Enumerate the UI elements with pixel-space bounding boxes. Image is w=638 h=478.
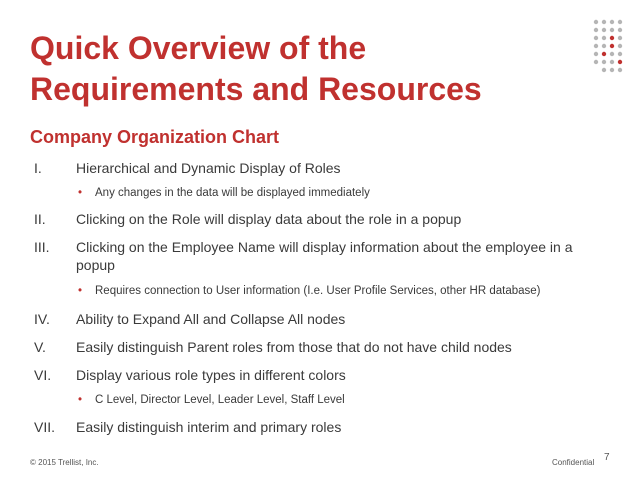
item-text: Ability to Expand All and Collapse All nodes [76, 311, 346, 327]
page-number: 7 [604, 452, 610, 463]
item-text: Easily distinguish interim and primary roles [76, 419, 342, 435]
bullet-icon: • [78, 187, 83, 199]
item-number: IV. [34, 311, 50, 327]
bullet-icon: • [78, 285, 83, 297]
item-number: VII. [34, 419, 56, 435]
slide-title [30, 28, 590, 110]
item-text: Display various role types in different colors [76, 367, 346, 383]
slide-subtitle: Company Organization Chart [30, 127, 280, 147]
footer-copyright: © 2015 Trellist, Inc. [30, 458, 99, 467]
item-text: Clicking on the Role will display data about the role in a popup [76, 211, 462, 227]
bullet-text: Any changes in the data will be displayed immediately [95, 187, 370, 199]
item-number: VI. [34, 367, 52, 383]
bullet-icon: • [78, 394, 83, 406]
item-number: I. [34, 160, 42, 176]
footer-confidential: Confidential [552, 458, 595, 467]
dot-grid-icon [593, 19, 623, 73]
bullet-text: C Level, Director Level, Leader Level, Staff Level [95, 394, 345, 406]
item-text-line-1: Clicking on the Employee Name will display information about the employee in a [76, 239, 573, 255]
item-text-line-2: popup [76, 257, 115, 273]
item-number: II. [34, 211, 46, 227]
item-text: Easily distinguish Parent roles from those that do not have child nodes [76, 339, 512, 355]
item-text: Hierarchical and Dynamic Display of Roles [76, 160, 341, 176]
title-line-2: Requirements and Resources [30, 71, 482, 107]
item-number: III. [34, 239, 50, 255]
item-number: V. [34, 339, 46, 355]
bullet-text: Requires connection to User information (I.e. User Profile Services, other HR database) [95, 285, 541, 297]
title-line-1: Quick Overview of the [30, 30, 367, 66]
